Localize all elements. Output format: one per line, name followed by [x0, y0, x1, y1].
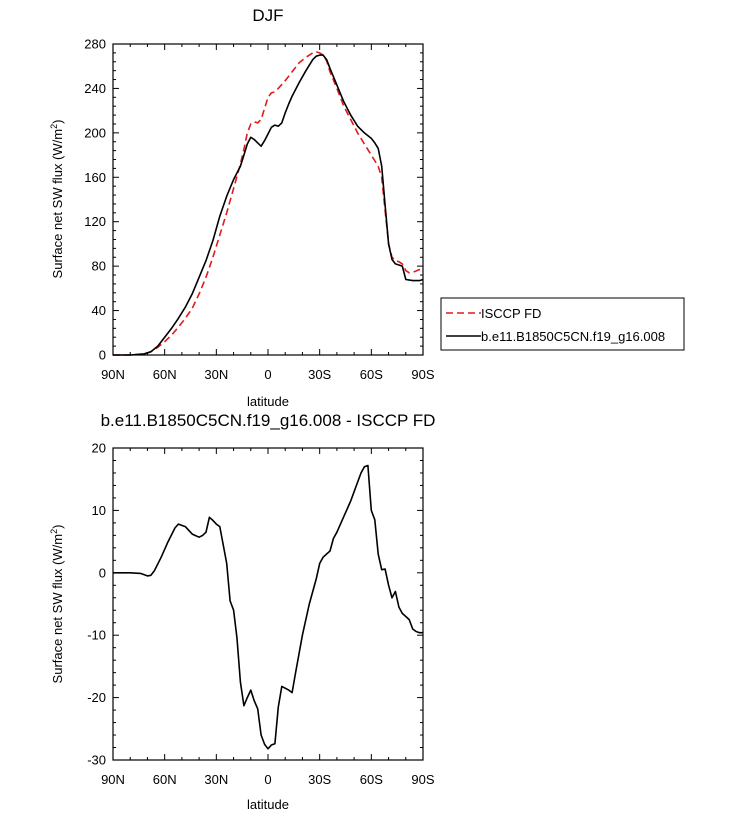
y-tick-label: 200 — [84, 125, 106, 141]
y-tick-label: 240 — [84, 80, 106, 96]
tick-labels — [84, 37, 435, 383]
axis-ticks — [113, 448, 423, 760]
y-tick-label: 80 — [91, 258, 106, 274]
legend — [441, 298, 684, 350]
y-tick-label: -20 — [87, 690, 106, 706]
axis-ticks — [113, 44, 423, 355]
x-tick-label: 30S — [308, 367, 332, 382]
y-tick-label: 10 — [91, 502, 106, 518]
legend-label-isccp: ISCCP FD — [481, 306, 542, 321]
legend-label-model: b.e11.B1850C5CN.f19_g16.008 — [481, 329, 666, 344]
x-tick-label: 60S — [359, 367, 383, 382]
x-tick-label: 0 — [264, 367, 272, 382]
chart-title: b.e11.B1850C5CN.f19_g16.008 - ISCCP FD — [100, 411, 436, 430]
y-axis-label-end: ) — [50, 119, 65, 124]
x-tick-label: 60N — [152, 367, 177, 382]
x-tick-label: 0 — [264, 772, 272, 787]
y-tick-label: 0 — [98, 565, 106, 581]
plot-lines — [113, 466, 423, 749]
y-axis-label-end: ) — [50, 524, 65, 529]
x-tick-label: 30N — [204, 772, 229, 787]
series-line-1 — [113, 466, 423, 749]
series-line-1 — [113, 52, 423, 355]
plot-lines — [113, 52, 423, 355]
y-axis-label — [49, 525, 65, 684]
y-axis-label-sup: 2 — [49, 528, 59, 534]
x-tick-label: 90N — [101, 367, 125, 382]
top-panel — [49, 6, 684, 409]
x-tick-label: 30N — [204, 367, 229, 382]
y-axis-label-main: Surface net SW flux (W/m — [50, 533, 65, 684]
y-tick-label: 120 — [84, 214, 106, 230]
y-tick-label: 20 — [91, 440, 106, 456]
y-tick-label: 0 — [98, 347, 106, 363]
y-axis-label-sup: 2 — [49, 123, 59, 129]
y-tick-label: 280 — [84, 36, 106, 52]
x-axis-label: latitude — [247, 797, 289, 812]
y-tick-label: -30 — [87, 752, 106, 768]
y-axis-label — [49, 120, 65, 279]
y-tick-label: -10 — [87, 627, 106, 643]
x-axis-label: latitude — [247, 394, 289, 409]
x-tick-label: 60S — [359, 772, 383, 787]
y-axis-label-main: Surface net SW flux (W/m — [50, 128, 65, 279]
x-tick-label: 90S — [411, 367, 435, 382]
bottom-panel — [49, 411, 435, 812]
plot-frame — [113, 44, 423, 355]
x-tick-label: 90S — [411, 772, 435, 787]
x-tick-label: 90N — [101, 772, 125, 787]
plot-frame — [113, 448, 423, 760]
y-tick-label: 160 — [84, 169, 106, 185]
y-tick-label: 40 — [91, 303, 106, 319]
series-line-2 — [113, 55, 423, 355]
x-tick-label: 60N — [152, 772, 177, 787]
chart-title: DJF — [252, 6, 284, 25]
x-tick-label: 30S — [308, 772, 332, 787]
